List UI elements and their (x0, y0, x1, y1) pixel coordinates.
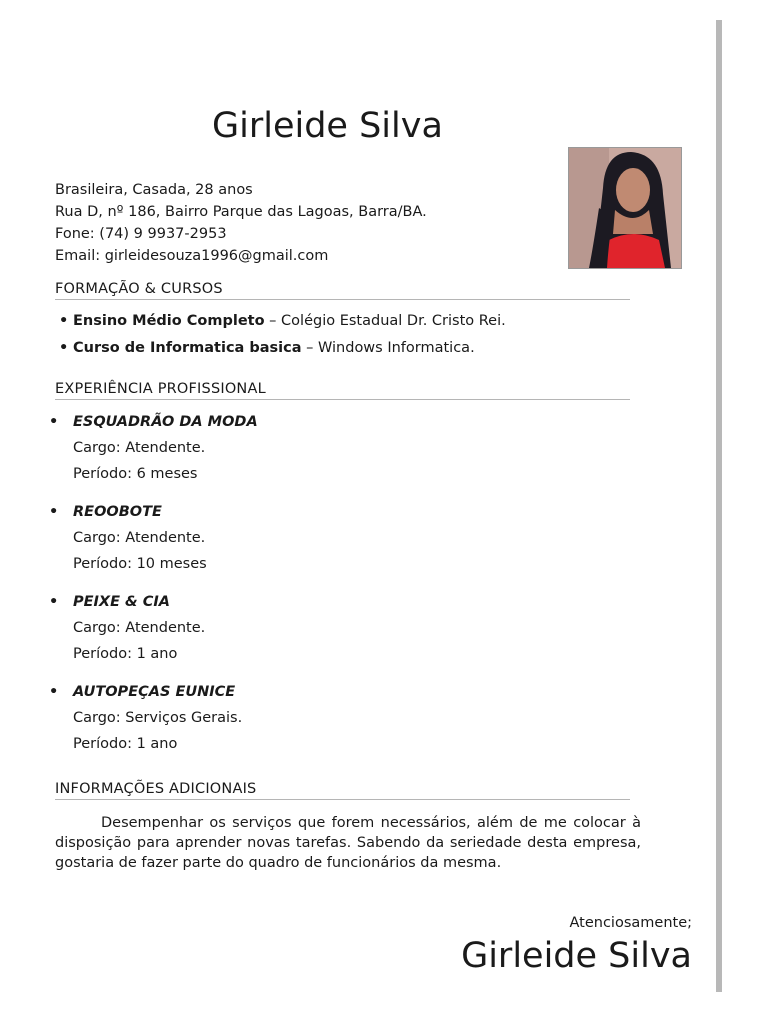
closing-salutation: Atenciosamente; (569, 915, 692, 931)
job-period: Período: 6 meses (73, 466, 198, 482)
course-name: Ensino Médio Completo (73, 313, 265, 329)
education-heading: FORMAÇÃO & CURSOS (55, 281, 630, 300)
course-name: Curso de Informatica basica (73, 340, 302, 356)
job-entry (47, 679, 242, 757)
job-company: • REOOBOTE (47, 499, 207, 525)
personal-info: Brasileira, Casada, 28 anos (55, 182, 253, 198)
job-entry (47, 589, 205, 667)
job-company: • PEIXE & CIA (47, 589, 205, 615)
phone: Fone: (74) 9 9937-2953 (55, 226, 227, 242)
profile-photo (568, 147, 682, 269)
job-entry (47, 499, 207, 577)
course-school: – Colégio Estadual Dr. Cristo Rei. (264, 313, 506, 329)
email: Email: girleidesouza1996@gmail.com (55, 248, 329, 264)
additional-heading: INFORMAÇÕES ADICIONAIS (55, 781, 630, 800)
job-role: Cargo: Atendente. (73, 440, 206, 456)
contact-block (55, 179, 427, 267)
job-company: • AUTOPEÇAS EUNICE (47, 679, 242, 705)
job-role: Cargo: Serviços Gerais. (73, 710, 243, 726)
education-list (55, 308, 506, 362)
job-role: Cargo: Atendente. (73, 620, 206, 636)
job-period: Período: 1 ano (73, 646, 178, 662)
job-period: Período: 1 ano (73, 736, 178, 752)
list-item (55, 335, 506, 362)
list-item (55, 308, 506, 335)
page-edge-shadow (716, 20, 722, 992)
address: Rua D, nº 186, Bairro Parque das Lagoas, Barra/BA. (55, 204, 427, 220)
additional-text: Desempenhar os serviços que forem necessários, além de me colocar à disposição para aprender novas tarefas. Sabendo da seriedade desta empresa, gostaria de fazer parte do quadro de funcionários da mesma. (55, 815, 641, 871)
job-role: Cargo: Atendente. (73, 530, 206, 546)
job-company: • ESQUADRÃO DA MODA (47, 409, 258, 435)
course-school: – Windows Informatica. (301, 340, 475, 356)
signature-name: Girleide Silva (461, 936, 692, 976)
job-period: Período: 10 meses (73, 556, 207, 572)
experience-heading: EXPERIÊNCIA PROFISSIONAL (55, 381, 630, 400)
job-entry (47, 409, 258, 487)
resume-name: Girleide Silva (212, 106, 443, 146)
